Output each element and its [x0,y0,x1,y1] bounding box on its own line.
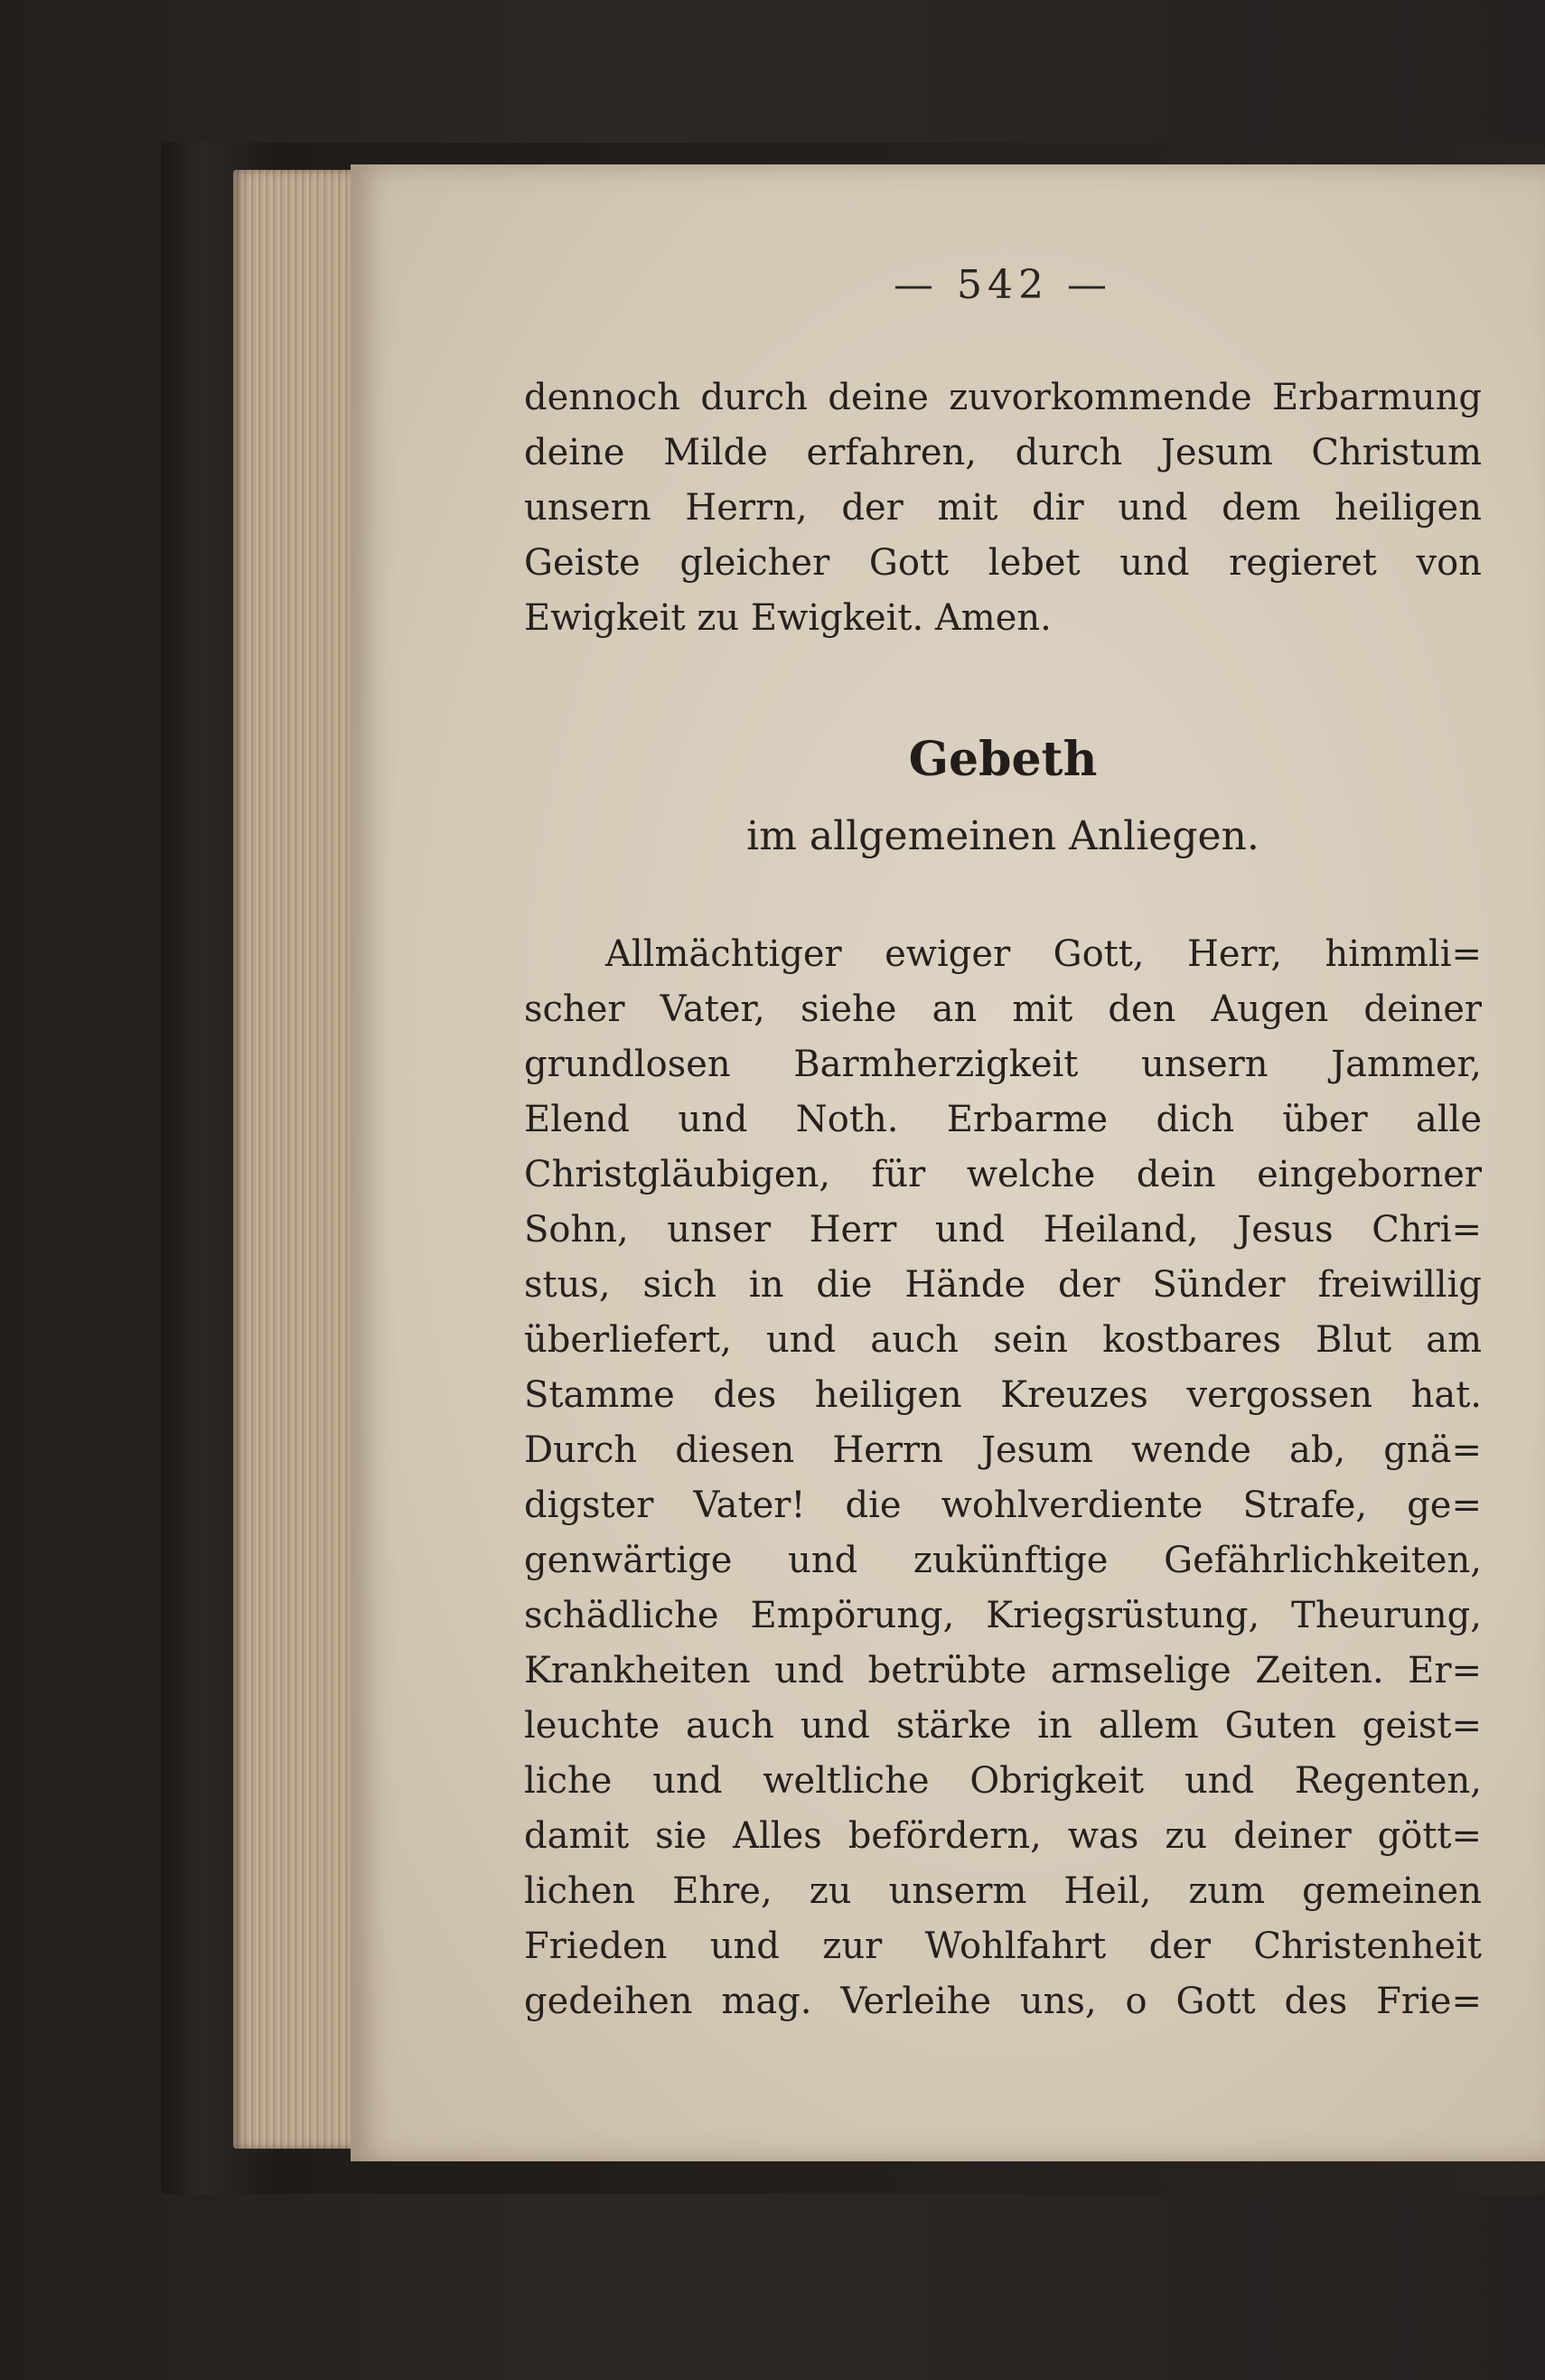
text-line: lichen Ehre, zu unserm Heil, zum gemeinen [524,1870,1482,1912]
text-line: Elend und Noth. Erbarme dich über alle [524,1099,1482,1140]
text-line: Allmächtiger ewiger Gott, Herr, himmli= [605,933,1482,975]
text-line: liche und weltliche Obrigkeit und Regenten, [524,1760,1482,1802]
text-line: Krankheiten und betrübte armselige Zeiten. Er= [524,1650,1482,1691]
text-line: stus, sich in die Hände der Sünder freiwillig [524,1264,1482,1306]
text-line: schädliche Empörung, Kriegsrüstung, Theurung, [524,1595,1482,1636]
text-line: Geiste gleicher Gott lebet und regieret von [524,542,1482,584]
text-line: leuchte auch und stärke in allem Guten geist= [524,1705,1482,1747]
text-line: überliefert, und auch sein kostbares Blut am [524,1319,1482,1361]
second-paragraph [524,927,1482,2029]
first-paragraph [524,370,1482,646]
text-line: digster Vater! die wohlverdiente Strafe, ge= [524,1485,1482,1526]
text-line: Ewigkeit zu Ewigkeit. Amen. [524,597,1052,639]
text-line: Christgläubigen, für welche dein eingeborner [524,1154,1482,1195]
text-line: Sohn, unser Herr und Heiland, Jesus Chri= [524,1209,1482,1251]
text-line: scher Vater, siehe an mit den Augen deiner [524,989,1482,1030]
text-line: Stamme des heiligen Kreuzes vergossen hat. [524,1374,1482,1416]
prayer-subheading: im allgemeinen Anliegen. [746,813,1259,859]
page-edges [233,170,360,2149]
text-line: dennoch durch deine zuvorkommende Erbarmung [524,377,1482,418]
text-line: unsern Herrn, der mit dir und dem heiligen [524,487,1482,529]
text-line: grundlosen Barmherzigkeit unsern Jammer, [524,1044,1482,1085]
text-line: damit sie Alles befördern, was zu deiner gött= [524,1815,1482,1857]
text-line: Frieden und zur Wohlfahrt der Christenheit [524,1926,1482,1967]
prayer-heading: Gebeth [908,732,1098,787]
text-line: deine Milde erfahren, durch Jesum Christum [524,432,1482,473]
text-line: Durch diesen Herrn Jesum wende ab, gnä= [524,1429,1482,1471]
page-number: — 542 — [894,262,1112,308]
text-line: genwärtige und zukünftige Gefährlichkeiten, [524,1540,1482,1581]
text-line: gedeihen mag. Verleihe uns, o Gott des Frie= [524,1981,1482,2022]
